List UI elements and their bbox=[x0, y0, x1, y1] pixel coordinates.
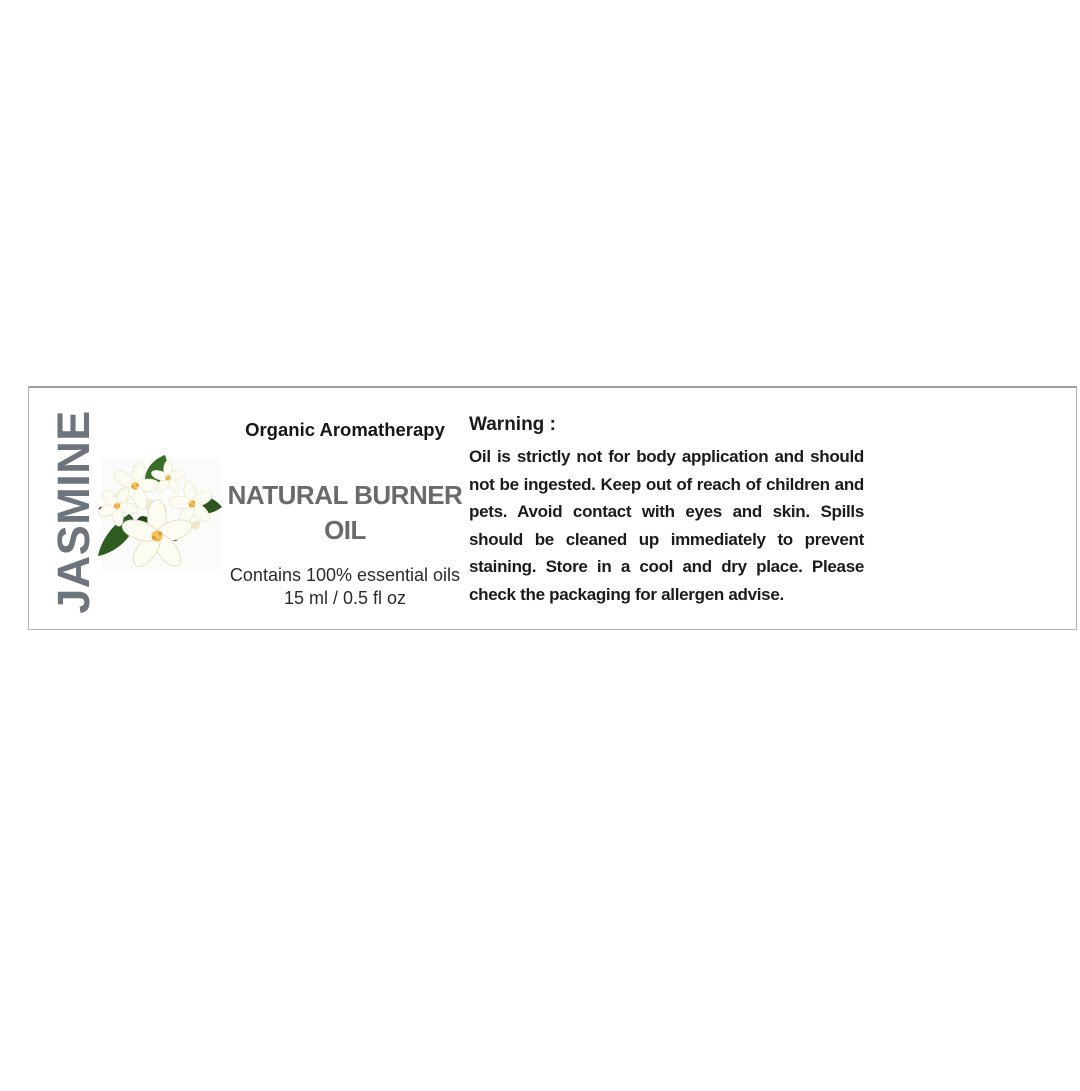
contains-line: Contains 100% essential oils bbox=[229, 565, 461, 585]
product-name-vertical: JASMINE bbox=[48, 410, 99, 614]
warning-section bbox=[469, 414, 864, 608]
product-label bbox=[28, 386, 1077, 630]
product-type-title: NATURAL BURNER OIL bbox=[227, 480, 463, 545]
brand-line: Organic Aromatherapy bbox=[245, 419, 445, 440]
jasmine-flowers-photo bbox=[95, 454, 227, 574]
warning-body-text: Oil is strictly not for body application and should not be ingested. Keep out of reach of children and pets. Avoid contact with eyes and skin. Spills should be cleaned up immediately to prevent staining. Store in a cool and dry place. Please check the packaging for allergen advise. bbox=[469, 447, 864, 604]
volume-line: 15 ml / 0.5 fl oz bbox=[283, 588, 407, 608]
warning-title: Warning : bbox=[469, 414, 556, 435]
